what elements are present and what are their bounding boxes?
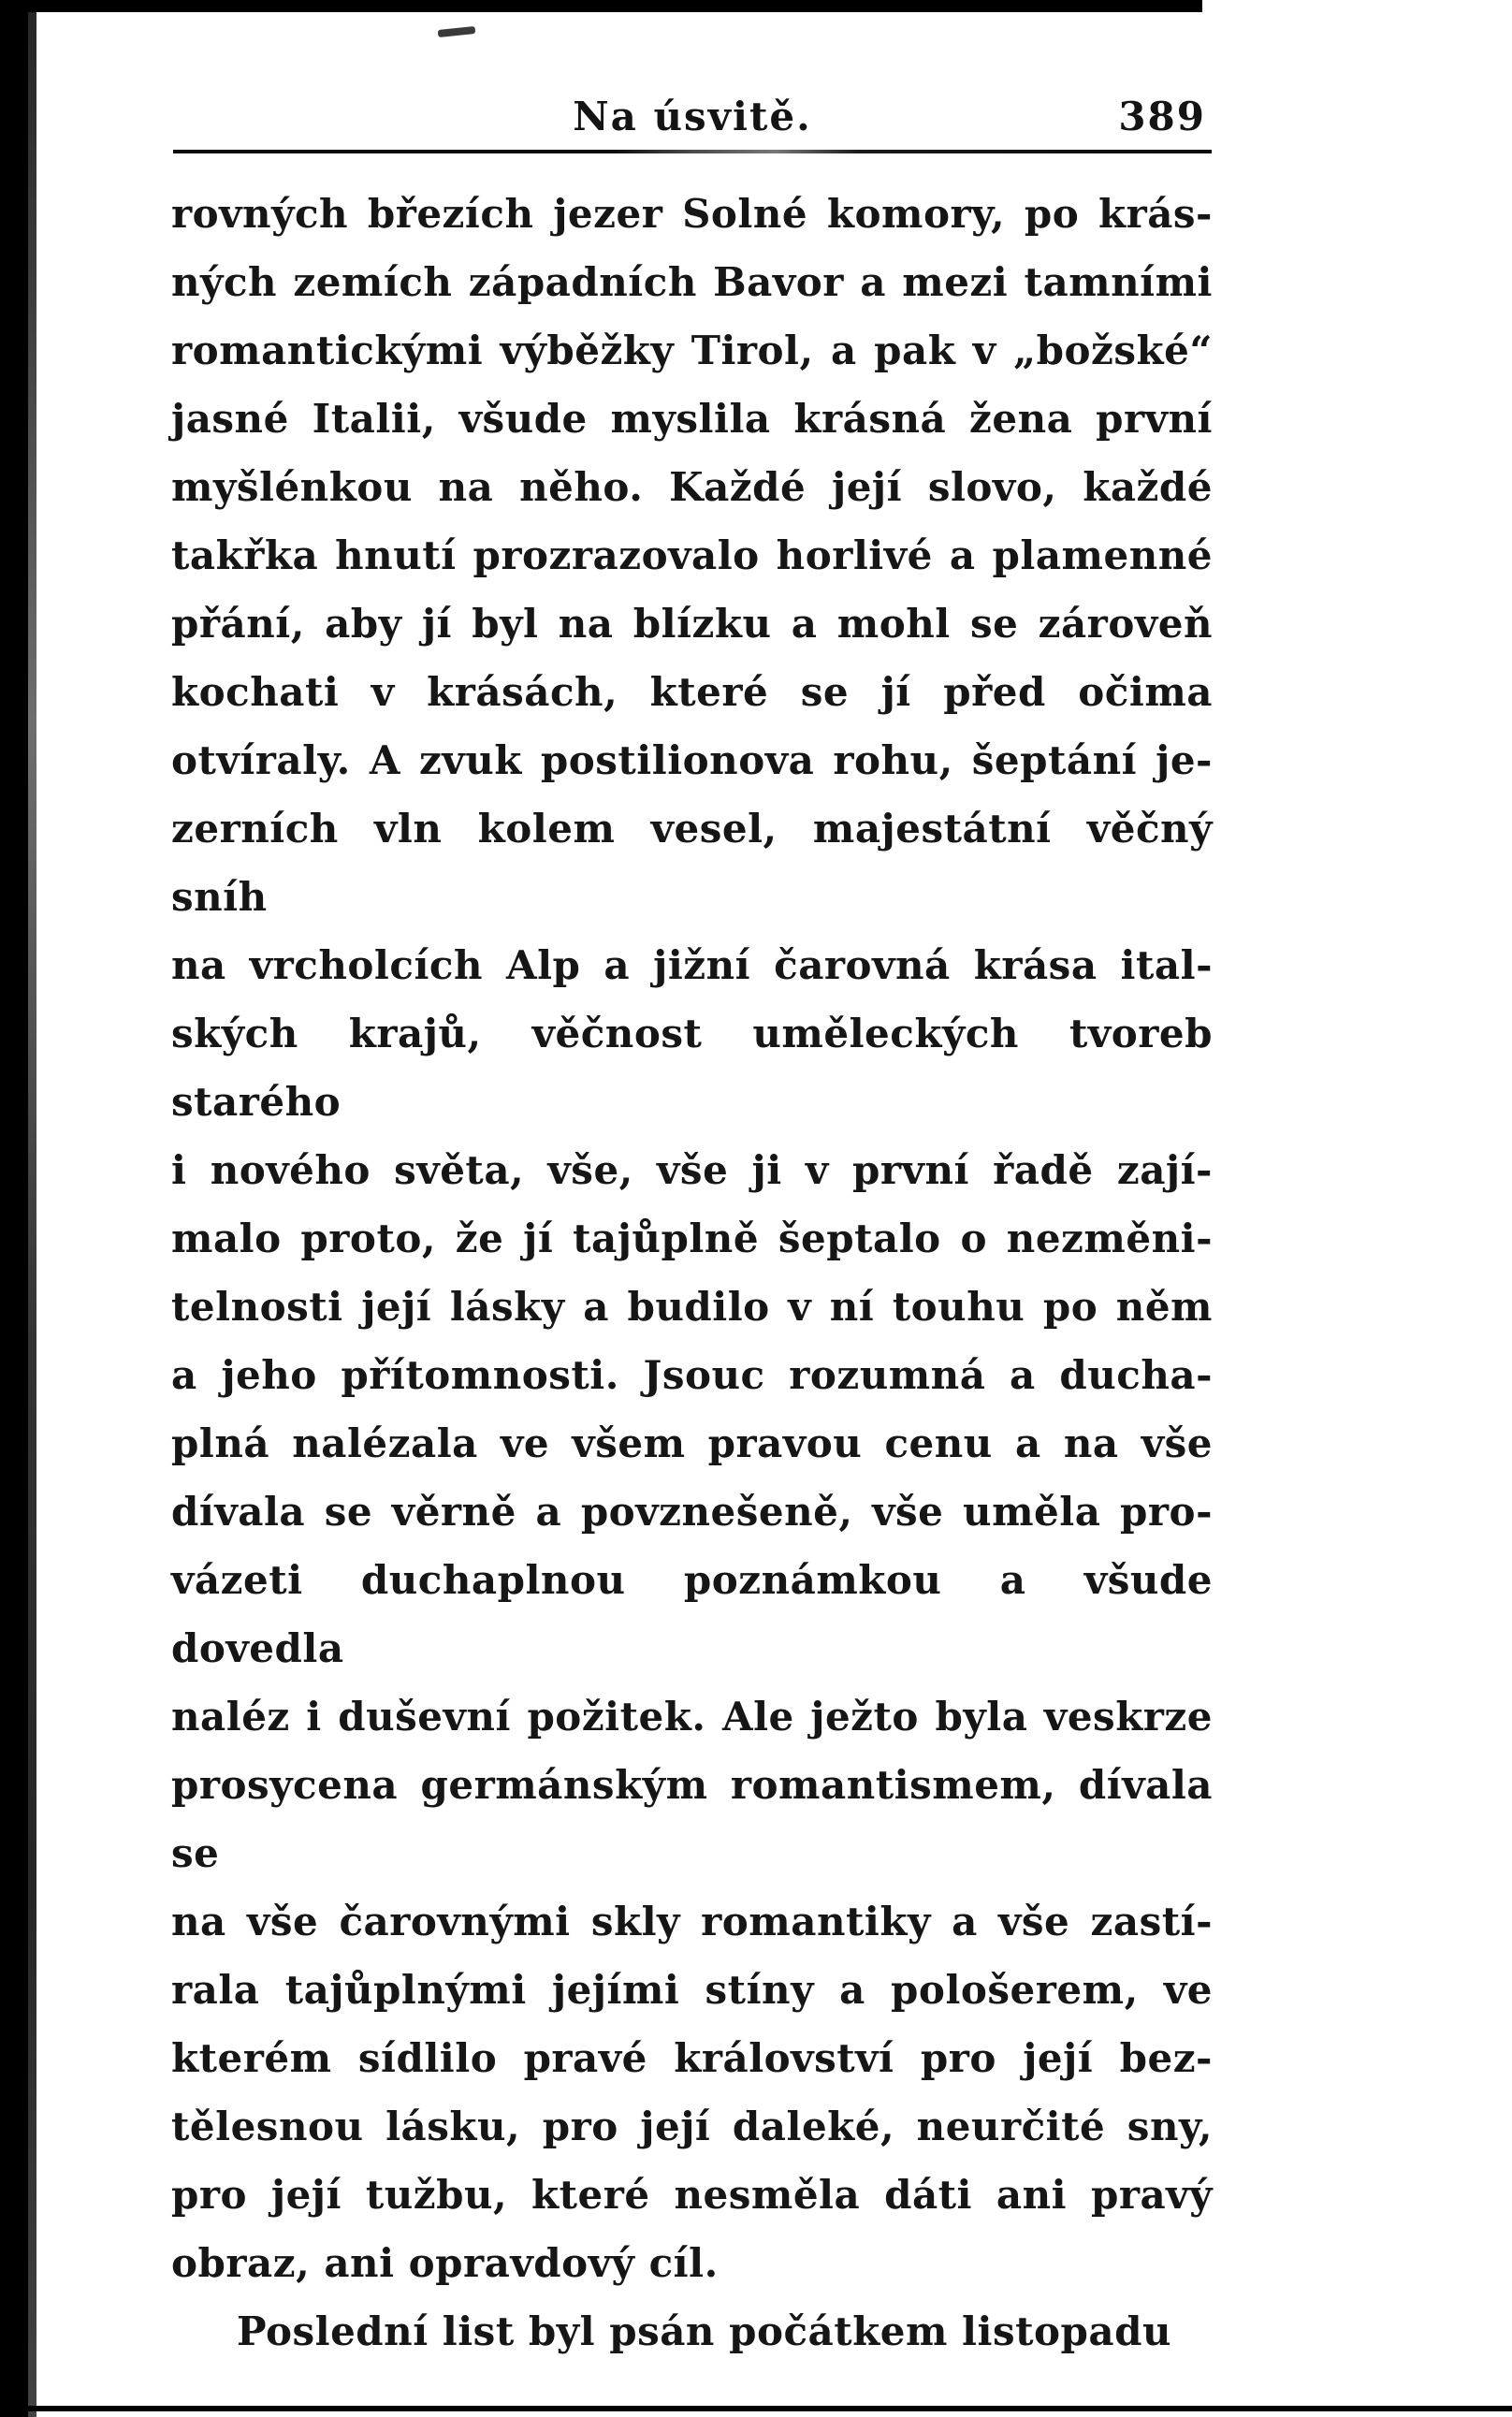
text-line: na vrcholcích Alp a jižní čarovná krása ital-	[171, 942, 1213, 988]
text-line: zerních vln kolem vesel, majestátní věčný sníh	[171, 806, 1213, 920]
text-line: rovných březích jezer Solné komory, po krás-	[171, 191, 1213, 237]
text-line: malo proto, že jí tajůplně šeptalo o nezměni-	[171, 1216, 1213, 1261]
header-rule	[173, 150, 1212, 153]
text-line: kochati v krásách, které se jí před očima	[171, 669, 1213, 715]
text-line: telnosti její lásky a budilo v ní touhu po něm	[171, 1284, 1213, 1330]
text-line: i nového světa, vše, vše ji v první řadě zají-	[171, 1147, 1213, 1193]
text-line: obraz, ani opravdový cíl.	[171, 2240, 719, 2286]
page-number: 389	[1118, 94, 1206, 139]
running-title: Na úsvitě.	[573, 94, 812, 139]
text-line: jasné Italii, všude myslila krásná žena první	[171, 396, 1213, 442]
scan-edge-bottom	[0, 2406, 1512, 2411]
text-line: přání, aby jí byl na blízku a mohl se zároveň	[171, 601, 1213, 647]
text-line: ských krajů, věčnost uměleckých tvoreb starého	[171, 1011, 1213, 1125]
text-line: takřka hnutí prozrazovalo horlivé a plamenné	[171, 532, 1213, 578]
text-line: dívala se věrně a povznešeně, vše uměla pro-	[171, 1489, 1213, 1535]
scan-binding-bar-edge	[28, 0, 36, 2417]
text-line: naléz i duševní požitek. Ale ježto byla veskrze	[171, 1694, 1213, 1740]
text-line: na vše čarovnými skly romantiky a vše zastí-	[171, 1899, 1213, 1944]
text-line: pro její tužbu, které nesměla dáti ani pravý	[171, 2172, 1213, 2218]
text-line: plná nalézala ve všem pravou cenu a na vše	[171, 1420, 1213, 1466]
page-header	[173, 94, 1212, 142]
text-line: ných zemích západních Bavor a mezi tamními	[171, 259, 1213, 305]
text-line: myšlénkou na něho. Každé její slovo, každé	[171, 464, 1213, 510]
scan-edge-top	[0, 0, 1202, 12]
body-text	[171, 180, 1213, 2366]
text-line: a jeho přítomnosti. Jsouc rozumná a ducha-	[171, 1352, 1213, 1398]
scan-smudge	[438, 26, 476, 37]
text-line: otvíraly. A zvuk postilionova rohu, šeptání je-	[171, 737, 1213, 783]
scan-binding-bar	[0, 0, 28, 2417]
text-line: prosycena germánským romantismem, dívala se	[171, 1762, 1213, 1876]
text-line: tělesnou lásku, pro její daleké, neurčité sny,	[171, 2104, 1213, 2149]
text-line: vázeti duchaplnou poznámkou a všude dovedla	[171, 1557, 1213, 1671]
text-line: rala tajůplnými jejími stíny a pološerem, ve	[171, 1967, 1213, 2013]
text-line: romantickými výběžky Tirol, a pak v „božské“	[171, 328, 1213, 373]
text-line: kterém sídlilo pravé království pro její bez-	[171, 2035, 1213, 2081]
text-line: Poslední list byl psán počátkem listopadu	[237, 2308, 1171, 2354]
